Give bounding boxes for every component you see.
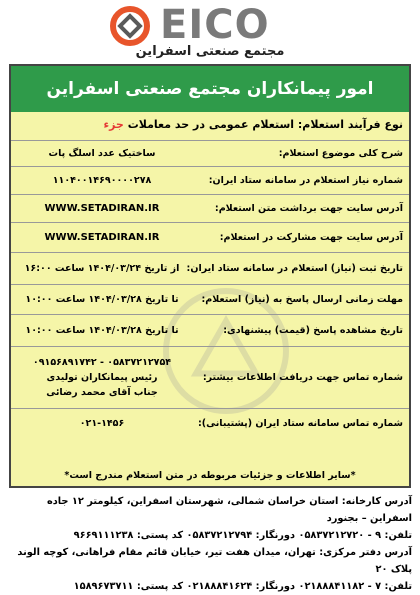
row-value xyxy=(17,285,187,314)
row-value xyxy=(17,141,187,166)
row-value xyxy=(17,223,187,252)
table-row xyxy=(11,166,409,194)
notice-banner: امور پیمانکاران مجتمع صنعتی اسفراین xyxy=(11,66,409,112)
notice-box xyxy=(9,64,411,488)
row-label: تاریخ مشاهده پاسخ (قیمت) پیشنهادی: xyxy=(223,325,403,336)
header-logo xyxy=(0,2,420,62)
row-value-line: ۱۱۰۴۰۰۱۴۶۹۰۰۰۰۲۷۸ xyxy=(52,175,152,186)
row-value-line: تا تاریخ ۱۴۰۴/۰۳/۲۸ ساعت ۱۰:۰۰ xyxy=(25,325,179,336)
row-value-line: WWW.SETADIRAN.IR xyxy=(44,232,160,243)
row-value-line: ۰۲۱-۱۴۵۶ xyxy=(79,418,125,429)
row-value-line: تا تاریخ ۱۴۰۴/۰۳/۲۸ ساعت ۱۰:۰۰ xyxy=(25,294,179,305)
office-phones: تلفن: ۷ - ۰۲۱۸۸۸۴۱۱۸۲ دورنگار: ۰۲۱۸۸۸۴۱۶۲۴ کد پستی: ۱۵۸۹۶۷۳۷۱۱ xyxy=(73,581,412,592)
process-type-highlight: جزء xyxy=(103,118,124,131)
row-label: آدرس سایت جهت مشارکت در استعلام: xyxy=(219,232,403,243)
row-label: شماره تماس سامانه ستاد ایران (پشتیبانی): xyxy=(197,418,403,429)
table-row xyxy=(11,222,409,252)
eico-logo-icon xyxy=(108,6,152,46)
row-value-line: از تاریخ ۱۴۰۴/۰۳/۲۴ ساعت ۱۶:۰۰ xyxy=(24,263,180,274)
details-table xyxy=(11,140,409,438)
row-value xyxy=(17,347,187,408)
table-row xyxy=(11,140,409,166)
process-type xyxy=(103,118,403,131)
factory-address: آدرس کارخانه: استان خراسان شمالی، شهرستان اسفراین، کیلومتر ۱۲ جاده اسفراین – بجنورد xyxy=(46,496,412,524)
factory-phones: تلفن: ۹ - ۰۵۸۳۷۲۱۲۷۲۰ دورنگار: ۰۵۸۳۷۲۱۲۷۹۴ کد پستی: ۹۶۶۹۱۱۱۲۳۸ xyxy=(73,530,412,541)
row-value-line: ساختیک عدد اسلگ پات xyxy=(48,148,156,159)
row-label: تاریخ ثبت (نیاز) استعلام در سامانه ستاد ایران: xyxy=(186,263,403,274)
row-label: شماره نیاز استعلام در سامانه ستاد ایران: xyxy=(208,175,403,186)
row-value xyxy=(17,167,187,194)
row-value xyxy=(17,315,187,346)
office-address: آدرس دفتر مرکزی: تهران، میدان هفت تیر، خیابان قائم مقام فراهانی، کوچه الوند پلاک ۲۰ xyxy=(17,547,412,575)
table-row xyxy=(11,408,409,438)
row-value-line: جناب آقای محمد رضائی xyxy=(46,387,158,398)
brand-name: EICO xyxy=(160,2,270,48)
row-label: شرح کلی موضوع استعلام: xyxy=(278,148,403,159)
row-value xyxy=(17,253,187,284)
row-value-line: WWW.SETADIRAN.IR xyxy=(44,203,160,214)
table-row xyxy=(11,284,409,314)
row-value-line: ۰۵۸۳۷۲۱۲۷۵۴ - ۰۹۱۵۶۸۹۱۷۴۲ xyxy=(32,357,172,368)
process-type-label: نوع فرآیند استعلام: استعلام عمومی در حد معاملات xyxy=(123,118,403,131)
company-subtitle: مجتمع صنعتی اسفراین xyxy=(135,44,285,59)
row-value xyxy=(17,409,187,438)
table-row xyxy=(11,346,409,408)
table-row xyxy=(11,314,409,346)
row-label: مهلت زمانی ارسال پاسخ به (نیاز) استعلام: xyxy=(201,294,403,305)
row-value-line: رئیس پیمانکاران تولیدی xyxy=(46,372,158,383)
footnote: *سایر اطلاعات و جزئیات مربوطه در متن استعلام مندرج است* xyxy=(64,470,356,481)
table-row xyxy=(11,194,409,222)
row-label: آدرس سایت جهت برداشت متن استعلام: xyxy=(214,203,403,214)
footer-addresses xyxy=(8,493,412,595)
row-label: شماره تماس جهت دریافت اطلاعات بیشتر: xyxy=(202,372,403,383)
row-value xyxy=(17,195,187,222)
table-row xyxy=(11,252,409,284)
